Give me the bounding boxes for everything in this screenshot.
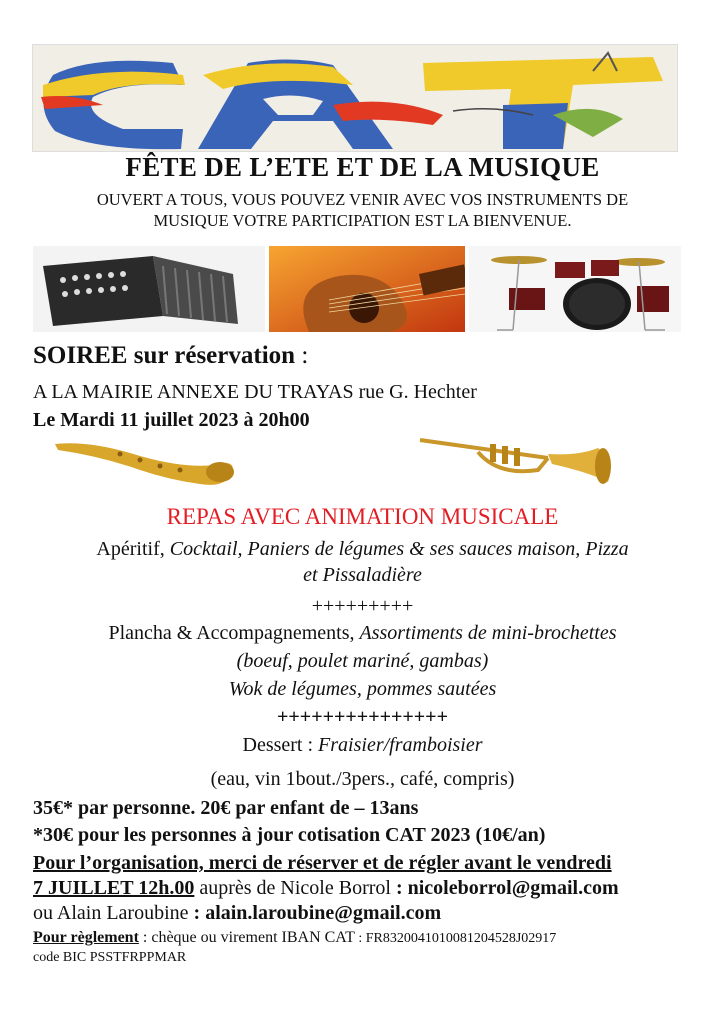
contact-name-2: ou Alain Laroubine (33, 902, 194, 924)
menu-separator-2: +++++++++++++++ (277, 706, 448, 728)
cat-banner-painting (32, 44, 678, 152)
email-nicole[interactable]: : nicoleborrol@gmail.com (395, 877, 619, 899)
page-title: FÊTE DE L’ETE ET DE LA MUSIQUE (125, 152, 600, 182)
saxophone-image (50, 430, 240, 500)
iban: : FR8320041010081204528J02917 (354, 931, 557, 946)
accordion-photo (33, 246, 265, 332)
repas-heading: REPAS AVEC ANIMATION MUSICALE (166, 504, 559, 529)
menu-cocktail: Cocktail, Paniers de légumes & ses sauces maison, Pizza (169, 538, 629, 560)
contact-line-1 (33, 877, 619, 900)
soiree-colon: : (295, 342, 309, 369)
menu-line-1 (0, 536, 725, 562)
soiree-bold: SOIREE sur réservation (33, 342, 296, 369)
menu-dessert-label: Dessert : (242, 734, 319, 756)
subtitle-line-1: OUVERT A TOUS, VOUS POUVEZ VENIR AVEC VOS INSTRUMENTS DE (96, 190, 629, 209)
guitar-sunset-photo (269, 246, 465, 332)
payment-line (33, 929, 556, 947)
soiree-heading (33, 342, 308, 370)
price-line-1: 35€* par personne. 20€ par enfant de – 13ans (33, 797, 419, 819)
contact-name-1: auprès de Nicole Borrol (194, 877, 396, 899)
email-alain[interactable]: : alain.laroubine@gmail.com (193, 902, 442, 924)
payment-method: : chèque ou virement IBAN CAT (138, 929, 355, 946)
menu-dessert: Fraisier/framboisier (318, 734, 483, 756)
organisation-line: Pour l’organisation, merci de réserver et de régler avant le vendredi (33, 852, 612, 874)
menu-line-7: (eau, vin 1bout./3pers., café, compris) (210, 768, 515, 790)
menu-line-3 (0, 620, 725, 646)
bic-code: code BIC PSSTFRPPMAR (33, 950, 187, 965)
menu-boeuf: (boeuf, poulet mariné, gambas) (236, 650, 489, 672)
menu-pissaladiere: et Pissaladière (303, 564, 422, 586)
deadline-date: 7 JUILLET 12h.00 (33, 877, 195, 899)
menu-line-6 (0, 732, 725, 758)
trumpet-image (418, 430, 618, 500)
menu-separator-1: +++++++++ (311, 595, 414, 617)
subtitle-line-2: MUSIQUE VOTRE PARTICIPATION EST LA BIENVENUE. (153, 211, 572, 230)
menu-line-2 (0, 562, 725, 588)
event-location: A LA MAIRIE ANNEXE DU TRAYAS rue G. Hechter (33, 381, 477, 403)
event-date: Le Mardi 11 juillet 2023 à 20h00 (33, 409, 310, 431)
price-line-2: *30€ pour les personnes à jour cotisation CAT 2023 (10€/an) (33, 824, 546, 846)
menu-aperitif: Apéritif, (96, 538, 170, 560)
menu-line-4 (0, 648, 725, 674)
menu-wok: Wok de légumes, pommes sautées (228, 678, 497, 700)
subtitle (0, 189, 725, 231)
menu-plancha: Plancha & Accompagnements, (108, 622, 360, 644)
menu-line-5 (0, 676, 725, 702)
payment-label: Pour règlement (33, 929, 139, 946)
contact-line-2 (33, 902, 441, 925)
drum-kit-photo (469, 246, 681, 332)
menu-brochettes: Assortiments de mini-brochettes (359, 622, 617, 644)
